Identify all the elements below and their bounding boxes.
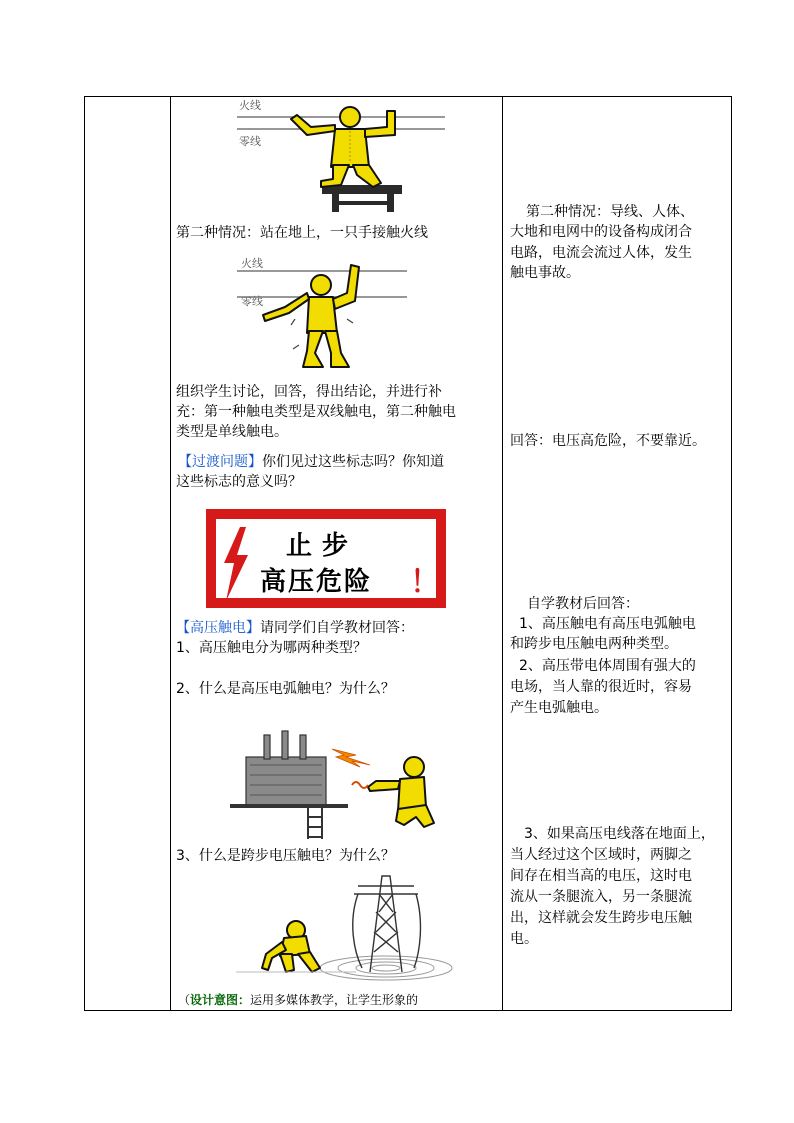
transition-question-line-2: 这些标志的意义吗？ [176, 474, 302, 490]
discussion-line-3: 类型是单线触电。 [176, 424, 288, 440]
live-wire-label: 火线 [239, 99, 261, 112]
design-intent [178, 990, 418, 1011]
double-wire-shock-illustration [237, 97, 447, 215]
discussion-line-2: 充：第一种触电类型是双线触电，第二种触电 [176, 404, 456, 420]
step-voltage-line-5: 出，这样就会发生跨步电压触 [510, 910, 692, 926]
step-voltage-line-2: 当人经过这个区域时，两脚之 [510, 847, 692, 863]
self-study-line-5: 电场，当人靠的很近时，容易 [510, 679, 692, 695]
case2-answer-line-3: 电路，电流会流过人体，发生 [510, 245, 692, 261]
column-divider-1 [170, 97, 171, 1010]
design-open-paren: （ [178, 993, 191, 1007]
high-voltage-warning-sign [206, 509, 446, 608]
design-intent-label: 设计意图： [190, 993, 251, 1007]
arc-shock-illustration [228, 725, 448, 840]
column-divider-2 [502, 97, 503, 1010]
step-voltage-line-4: 流从一条腿流入，另一条腿流 [510, 889, 692, 905]
discussion-line-1: 组织学生讨论，回答，得出结论，并进行补 [176, 384, 442, 400]
single-wire-shock-illustration [237, 255, 407, 373]
question-2: 2、什么是高压电弧触电？为什么？ [176, 681, 395, 697]
design-intent-text: 运用多媒体教学，让学生形象的 [250, 993, 419, 1007]
self-study-line-4: 2、高压带电体周围有强大的 [519, 658, 696, 674]
transition-tag: 【过渡问题】 [178, 454, 262, 470]
self-study-line-2: 1、高压触电有高压电弧触电 [519, 616, 696, 632]
case2-answer-line-2: 大地和电网中的设备构成闭合 [510, 224, 692, 240]
question-3: 3、什么是跨步电压触电？为什么？ [176, 848, 395, 864]
sign-line-1: 止步 [286, 531, 359, 561]
case2-answer-line-1: 第二种情况：导线、人体、 [526, 204, 694, 220]
transition-text: 你们见过这些标志吗？你知道 [262, 454, 444, 470]
lightning-bolt-icon [220, 527, 250, 601]
exclamation-mark: ！ [410, 565, 440, 600]
question-1: 1、高压触电分为哪两种类型？ [176, 640, 367, 656]
hv-question-intro [176, 618, 414, 639]
case2-answer-line-4: 触电事故。 [510, 265, 580, 281]
live-wire-label-2: 火线 [241, 257, 263, 270]
hv-text: 请同学们自学教材回答： [260, 620, 414, 636]
neutral-wire-label: 零线 [239, 135, 261, 148]
case2-title: 第二种情况：站在地上，一只手接触火线 [176, 225, 428, 241]
hv-tag: 【高压触电】 [176, 620, 260, 636]
transition-question-line-1 [178, 452, 444, 473]
self-study-line-6: 产生电弧触电。 [510, 700, 608, 716]
step-voltage-illustration [236, 872, 456, 982]
step-voltage-line-3: 间存在相当高的电压，这时电 [510, 868, 692, 884]
self-study-line-3: 和跨步电压触电两种类型。 [510, 636, 678, 652]
self-study-line-1: 自学教材后回答： [527, 596, 639, 612]
danger-answer: 回答：电压高危险，不要靠近。 [510, 433, 706, 449]
neutral-wire-label-2: 零线 [241, 295, 263, 308]
sign-line-2: 高压危险 [260, 567, 373, 597]
step-voltage-line-1: 3、如果高压电线落在地面上， [524, 826, 715, 842]
step-voltage-line-6: 电。 [510, 931, 538, 947]
